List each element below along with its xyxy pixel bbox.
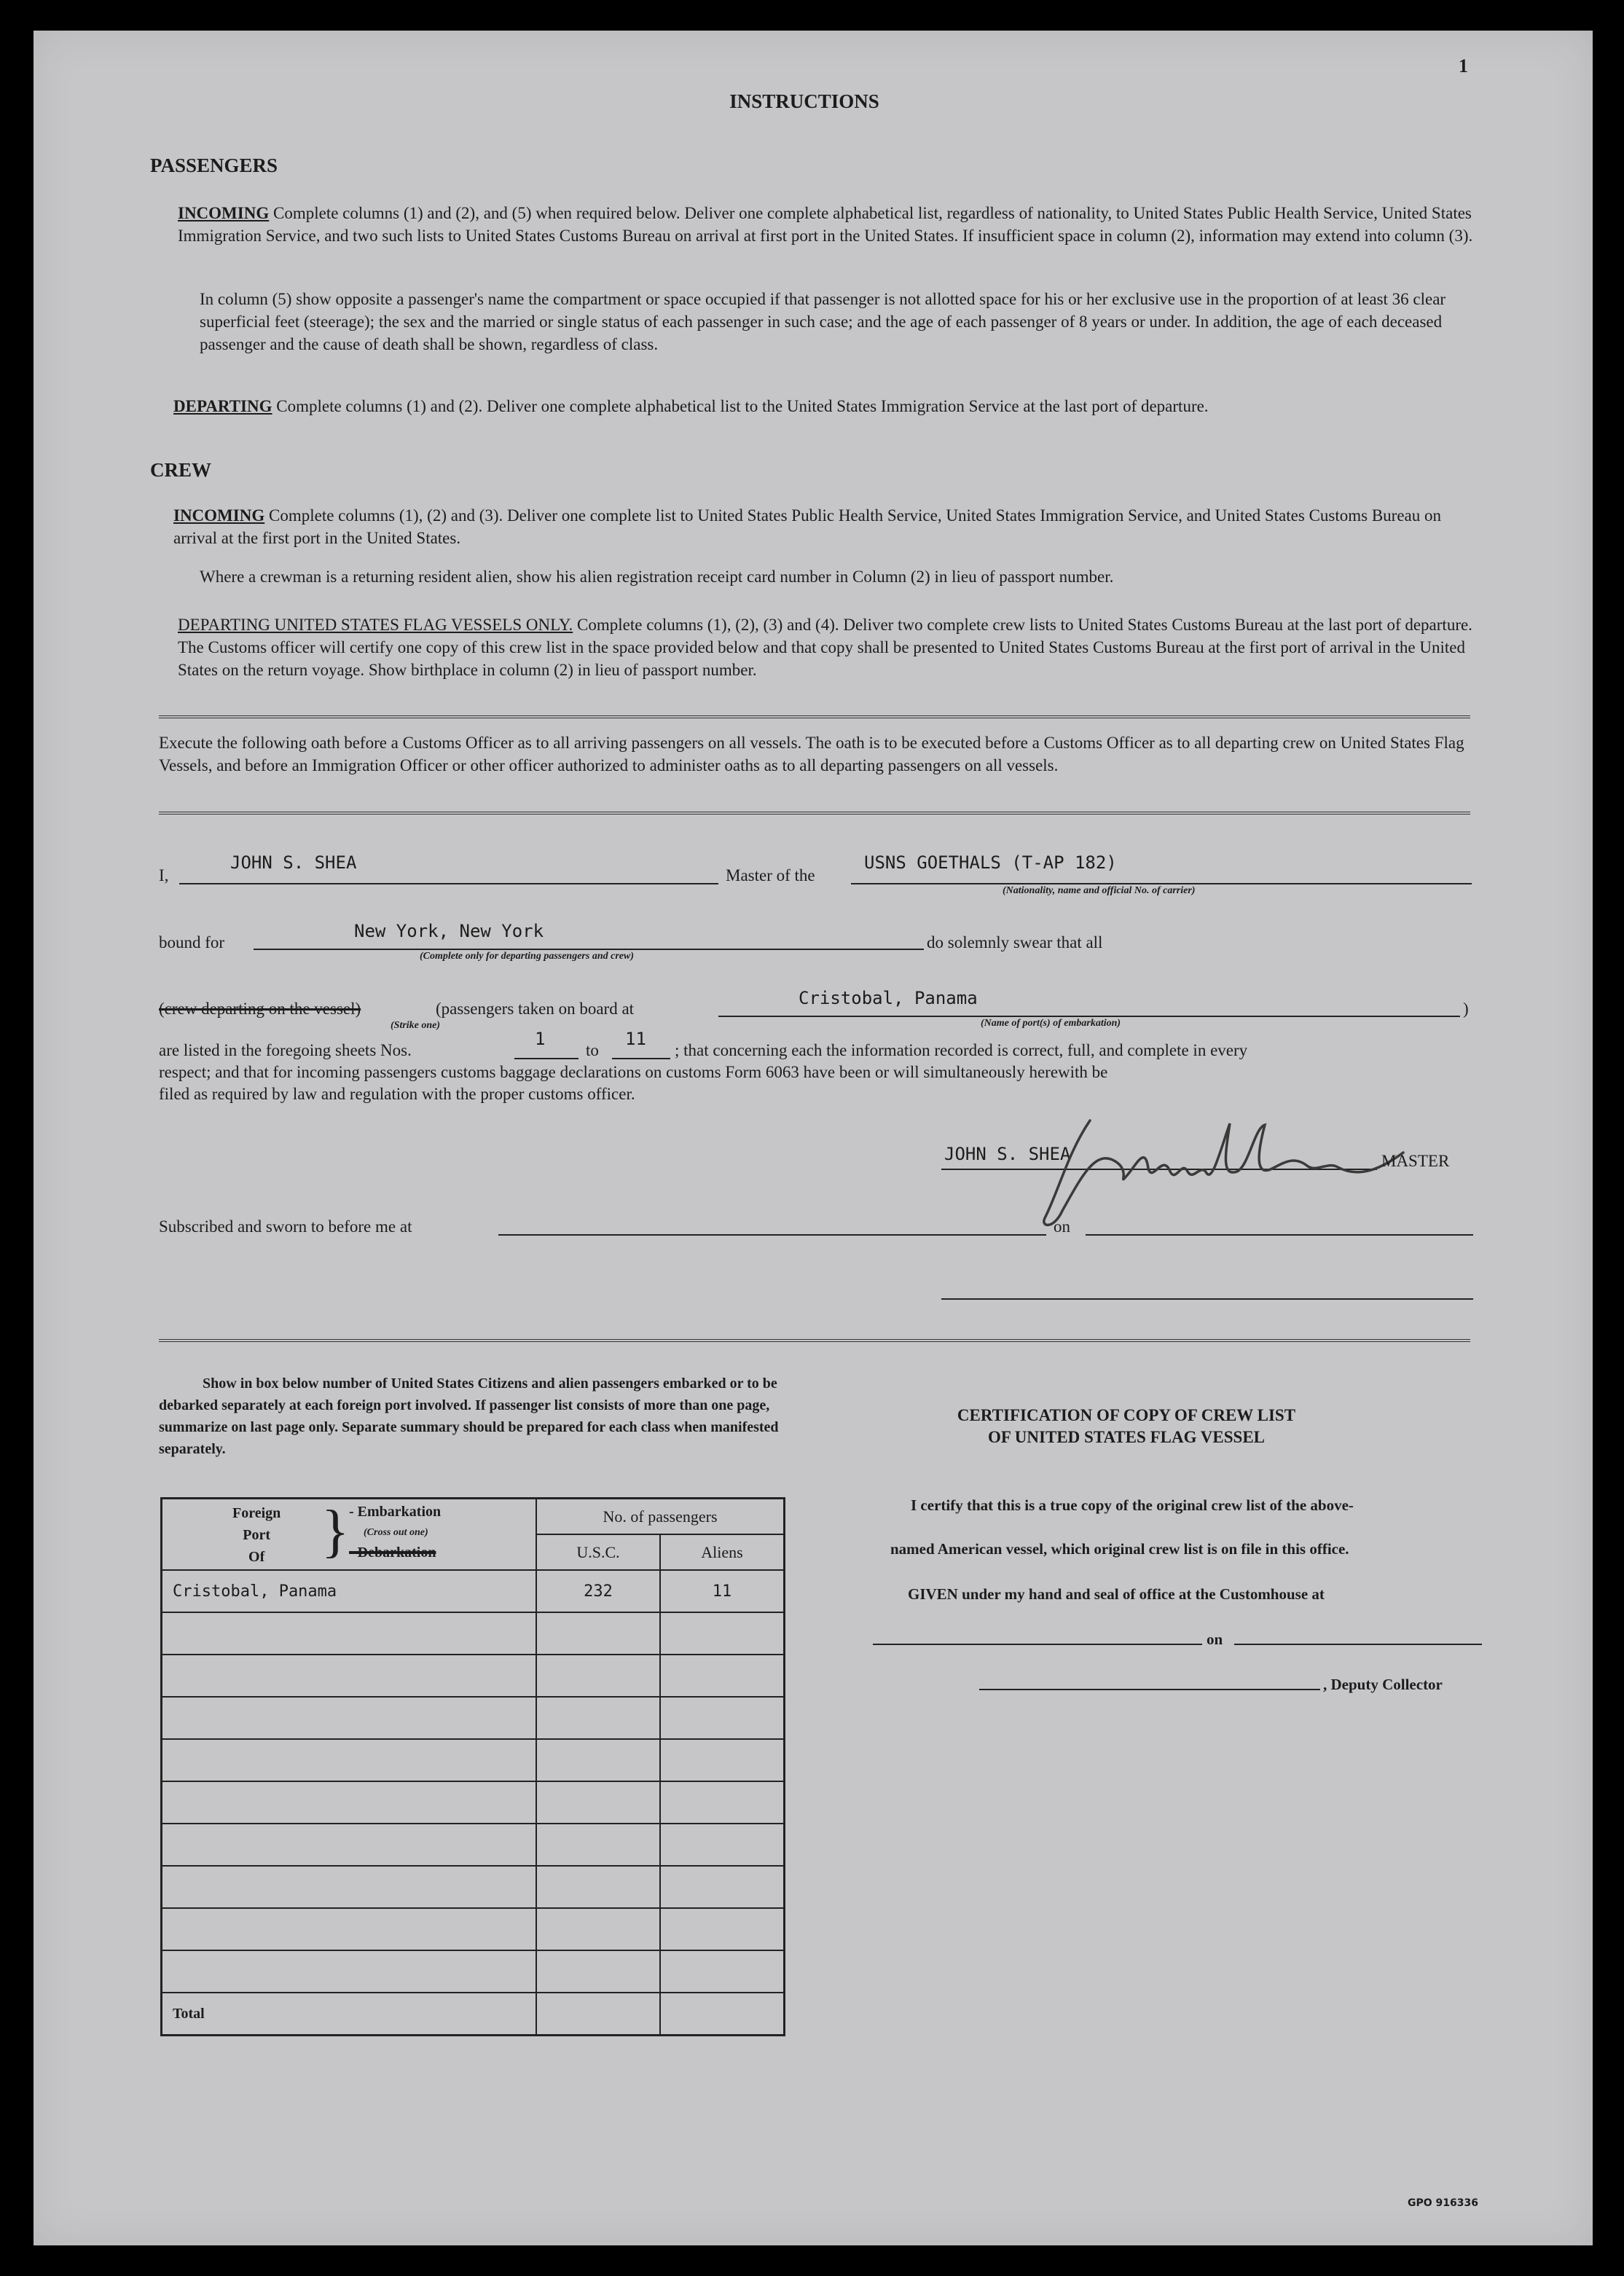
port-cell — [162, 1739, 537, 1781]
vessel-field: USNS GOETHALS (T-AP 182) — [864, 852, 1117, 873]
port-rows — [162, 1570, 785, 1993]
passengers-departing-text: Complete columns (1) and (2). Deliver one complete alphabetical list to the United States Immigration Service at the last port of departure. — [276, 397, 1209, 415]
section-divider — [159, 812, 1470, 815]
summary-instruction: Show in box below number of United States Citizens and alien passengers embarked or to be debarked separately at each foreign port involved. If passenger list consists of more than one page, summarize on last page only. Separate summary should be prepared for each class when manifested separately. — [159, 1376, 779, 1457]
port-cell — [162, 1781, 537, 1824]
bound-for-caption: (Complete only for departing passengers and crew) — [420, 951, 634, 962]
port-cell — [162, 1697, 537, 1739]
embark-caption: (Name of port(s) of embarkation) — [981, 1018, 1121, 1029]
page-title: INSTRUCTIONS — [729, 90, 879, 112]
master-name-field: JOHN S. SHEA — [230, 852, 357, 873]
port-cell — [162, 1866, 537, 1908]
certification-line1: I certify that this is a true copy of the original crew list of the above- — [911, 1496, 1354, 1514]
certification-title-line2: OF UNITED STATES FLAG VESSEL — [987, 1428, 1266, 1446]
gpo-code: GPO 916336 — [1408, 2197, 1478, 2209]
subscribed-label: Subscribed and sworn to before me at — [159, 1217, 412, 1236]
usc-cell — [536, 1697, 660, 1739]
usc-cell — [536, 1739, 660, 1781]
usc-cell — [536, 1908, 660, 1950]
aliens-cell — [660, 1612, 785, 1655]
usc-cell — [536, 1824, 660, 1866]
table-row — [162, 1824, 785, 1866]
correct-text: ; that concerning each the information recorded is correct, full, and complete in every — [675, 1041, 1248, 1059]
bound-for-label: bound for — [159, 933, 225, 951]
aliens-cell — [660, 1739, 785, 1781]
table-row — [162, 1739, 785, 1781]
table-row — [162, 1697, 785, 1739]
port-cell: Cristobal, Panama — [162, 1570, 537, 1612]
passengers-departing-label: DEPARTING — [173, 397, 272, 415]
usc-cell — [536, 1950, 660, 1993]
page-number-mark: 1 — [1459, 55, 1468, 76]
crew-incoming-text: Complete columns (1), (2) and (3). Deliver one complete list to United States Public Health Service, United States Immigration Service, and United States Customs Bureau on arrival at the first port in the United States. — [173, 506, 1442, 547]
sheet-from-field: 1 — [535, 1029, 546, 1049]
table-row — [162, 1655, 785, 1697]
aliens-cell — [660, 1781, 785, 1824]
total-usc-cell — [536, 1993, 660, 2036]
total-row — [162, 1993, 785, 2036]
total-aliens-cell — [660, 1993, 785, 2036]
aliens-cell — [660, 1866, 785, 1908]
sworn-date-line — [1086, 1234, 1473, 1236]
column5-paragraph: In column (5) show opposite a passenger's name the compartment or space occupied if that passenger is not allotted space for his or her exclusive use in the proportion of at least 36 clear superficial feet (steerage); the sex and the married or single status of each passenger in such case; and the age of each passenger of 8 years or under. In addition, the age of each deceased passenger and the cause of death shall be shown, regardless of class. — [200, 290, 1446, 353]
master-of-label: Master of the — [726, 866, 815, 884]
usc-cell — [536, 1655, 660, 1697]
listed-label: are listed in the foregoing sheets Nos. — [159, 1041, 412, 1059]
crew-incoming-label: INCOMING — [173, 506, 265, 525]
aliens-cell — [660, 1655, 785, 1697]
handwritten-signature — [1039, 1102, 1418, 1233]
signer-name: JOHN S. SHEA — [944, 1144, 1071, 1164]
sworn-on-label: on — [1054, 1217, 1070, 1236]
crew-departing-label: DEPARTING UNITED STATES FLAG VESSELS ONLY. — [178, 616, 573, 634]
certification-on-label: on — [1207, 1631, 1223, 1648]
embarkation-label: - Embarkation — [349, 1504, 442, 1520]
foreign-label: Foreign — [232, 1505, 281, 1521]
certification-title — [908, 1405, 1345, 1448]
table-header-row — [162, 1499, 785, 1535]
table-row — [162, 1866, 785, 1908]
cross-out-label: (Cross out one) — [364, 1527, 428, 1538]
crew-incoming-paragraph — [173, 504, 1485, 549]
sheet-to-line — [612, 1058, 670, 1059]
port-summary-table — [160, 1497, 785, 2036]
certification-title-line1: CERTIFICATION OF COPY OF CREW LIST — [957, 1406, 1296, 1424]
document-page — [34, 31, 1593, 2245]
embark-port-line — [718, 1016, 1460, 1017]
passengers-incoming-label: INCOMING — [178, 204, 270, 222]
strike-caption: (Strike one) — [391, 1020, 441, 1031]
sheet-to-field: 11 — [625, 1029, 646, 1049]
usc-cell — [536, 1612, 660, 1655]
port-cell — [162, 1908, 537, 1950]
customhouse-line — [873, 1644, 1202, 1645]
passengers-incoming-paragraph — [178, 202, 1482, 247]
table-row — [162, 1570, 785, 1612]
section-divider — [159, 1339, 1470, 1342]
struck-crew-option: (crew departing on the vessel) — [159, 1000, 361, 1018]
sheet-from-line — [514, 1058, 578, 1059]
passengers-taken-label: (passengers taken on board at — [436, 1000, 635, 1018]
port-cell — [162, 1655, 537, 1697]
master-name-line — [179, 883, 718, 884]
usc-cell — [536, 1781, 660, 1824]
bound-for-field: New York, New York — [354, 921, 544, 941]
deputy-collector-line — [979, 1689, 1320, 1690]
oath-instructions: Execute the following oath before a Customs Officer as to all arriving passengers on all vessels. The oath is to be executed before a Customs Officer as to all departing crew on United States Flag Vessels, and before an Immigration Officer or other officer authorized to administer oaths as to all departing passengers on all vessels. — [159, 734, 1464, 774]
swear-text: do solemnly swear that all — [927, 933, 1103, 951]
port-cell — [162, 1612, 537, 1655]
aliens-cell — [660, 1824, 785, 1866]
aliens-cell — [660, 1908, 785, 1950]
table-row — [162, 1781, 785, 1824]
respect-text: respect; and that for incoming passengers customs baggage declarations on customs Form 6063 have been or will simultaneously herewith be — [159, 1063, 1108, 1081]
port-label: Port — [243, 1527, 271, 1543]
to-label: to — [586, 1041, 599, 1059]
filed-text: filed as required by law and regulation with the proper customs officer. — [159, 1085, 635, 1103]
table-row — [162, 1612, 785, 1655]
oath-i-label: I, — [159, 866, 169, 884]
aliens-cell — [660, 1697, 785, 1739]
crew-departing-text: Complete columns (1), (2), (3) and (4). Deliver two complete crew lists to United States Customs Bureau at the last port of departure. The Customs officer will certify one copy of this crew list in the space provided below and that copy shall be presented to United States Customs Bureau at the first port of arrival in the United States on the return voyage. Show birthplace in column (2) in lieu of passport number. — [178, 616, 1472, 679]
passengers-departing-paragraph — [173, 395, 1485, 417]
usc-cell — [536, 1866, 660, 1908]
bound-for-line — [254, 949, 924, 950]
crew-departing-paragraph — [178, 613, 1482, 681]
resident-alien-paragraph: Where a crewman is a returning resident alien, show his alien registration receipt card number in Column (2) in lieu of passport number. — [200, 568, 1114, 586]
close-paren: ) — [1463, 1000, 1469, 1018]
aliens-cell: 11 — [660, 1570, 785, 1612]
deputy-collector-label: , Deputy Collector — [1323, 1676, 1443, 1693]
port-cell — [162, 1950, 537, 1993]
foreign-port-header — [162, 1499, 537, 1571]
subscribed-place-line — [498, 1234, 1046, 1236]
usc-header: U.S.C. — [536, 1534, 660, 1570]
crew-heading: CREW — [150, 459, 212, 481]
port-cell — [162, 1824, 537, 1866]
aliens-cell — [660, 1950, 785, 1993]
certification-line3: GIVEN under my hand and seal of office at the Customhouse at — [908, 1585, 1325, 1603]
vessel-caption: (Nationality, name and official No. of carrier) — [1003, 885, 1196, 896]
aliens-header: Aliens — [660, 1534, 785, 1570]
no-passengers-header: No. of passengers — [536, 1499, 784, 1535]
certification-line2: named American vessel, which original crew list is on file in this office. — [890, 1540, 1349, 1558]
of-label: Of — [248, 1549, 265, 1565]
usc-cell: 232 — [536, 1570, 660, 1612]
debarkation-label: - Debarkation — [349, 1545, 436, 1561]
master-label: MASTER — [1381, 1152, 1450, 1170]
vessel-line — [851, 883, 1472, 884]
brace-icon: } — [321, 1499, 350, 1563]
table-row — [162, 1908, 785, 1950]
table-row — [162, 1950, 785, 1993]
passengers-heading: PASSENGERS — [150, 154, 278, 176]
embark-port-field: Cristobal, Panama — [799, 988, 978, 1008]
passengers-incoming-text: Complete columns (1) and (2), and (5) when required below. Deliver one complete alphabetical list, regardless of nationality, to United States Public Health Service, United States Immigration Service, and two such lists to United States Customs Bureau on arrival at first port in the United States. If insufficient space in column (2), information may extend into column (3). — [178, 204, 1473, 245]
total-label: Total — [162, 1993, 537, 2036]
section-divider — [159, 715, 1470, 718]
sworn-signature-line — [941, 1298, 1473, 1300]
certification-date-line — [1234, 1644, 1482, 1645]
